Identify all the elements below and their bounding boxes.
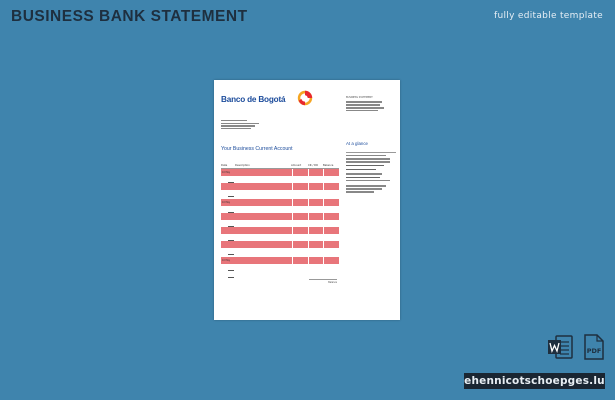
customer-address-block: BUSINESS STATEMENT [346,97,396,111]
bank-logo-icon [296,89,314,107]
table-row [221,183,339,190]
table-header: Date Description Amount CR / DR Balance [221,164,339,169]
table-row [221,190,339,197]
svg-text:PDF: PDF [586,347,602,355]
table-row [221,264,339,271]
table-row [221,213,339,220]
pdf-document-icon[interactable] [583,334,605,360]
table-row [221,220,339,227]
table-row [221,227,339,234]
table-row: 10 May [221,257,339,264]
table-row [221,271,339,278]
statement-preview[interactable] [214,80,400,320]
table-row [221,206,339,213]
table-row [221,248,339,255]
account-title: Your Business Current Account [221,146,293,152]
watermark-url: ehennicotschoepges.lu [464,375,605,387]
table-row [221,176,339,183]
glance-title: At a glance [346,141,368,146]
glance-summary [346,152,396,193]
page-title: BUSINESS BANK STATEMENT [11,8,248,25]
table-row [221,234,339,241]
page-subtitle: fully editable template [494,11,603,21]
word-document-icon[interactable] [547,335,573,359]
table-row: 10 May [221,169,339,176]
bank-name: Banco de Bogotá [221,95,286,104]
bank-address-block [221,120,261,129]
transactions-table [221,164,339,285]
closing-balance-label: Balance [328,281,337,284]
table-row [221,241,339,248]
table-row: 10 May [221,199,339,206]
